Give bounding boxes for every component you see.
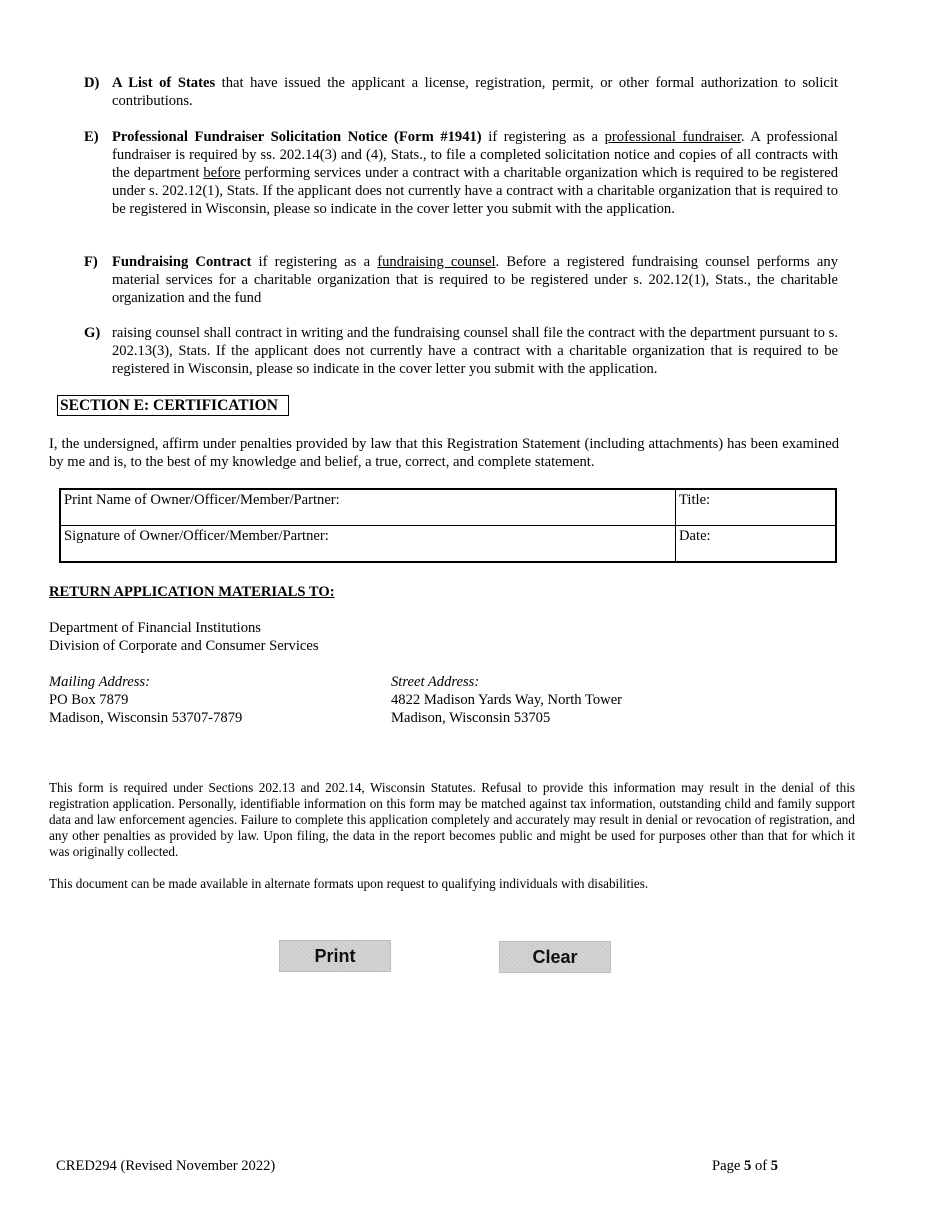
item-lead: Fundraising Contract (112, 254, 252, 270)
signature-field[interactable] (60, 526, 676, 563)
mailing-address-label: Mailing Address: (49, 674, 150, 690)
item-marker: F) (84, 254, 98, 270)
list-item-g (84, 324, 838, 378)
list-item-e (84, 128, 838, 218)
date-field[interactable] (676, 526, 837, 563)
page-number: Page 5 of 5 (712, 1158, 779, 1174)
list-item-f (84, 253, 838, 307)
title-label: Title: (679, 492, 711, 508)
term-professional-fundraiser: professional fundraiser (604, 129, 741, 145)
print-name-field[interactable] (60, 489, 676, 526)
item-text: Fundraising Contract if registering as a fundraising counsel. Before a registered fundraising counsel performs any material services for a charitable organization that is required to be registered under s. 202.12(1), Stats., the charitable organization and the fund (112, 254, 839, 306)
section-title: SECTION E: CERTIFICATION (57, 395, 289, 416)
mailing-address-line2: Madison, Wisconsin 53707-7879 (49, 710, 243, 726)
certification-statement: I, the undersigned, affirm under penalties provided by law that this Registration Statement (including attachments) has been examined by me and is, to the best of my knowledge and belief, a true, correct, and complete statement. (49, 436, 839, 470)
street-address-line1: 4822 Madison Yards Way, North Tower (391, 692, 623, 708)
item-text: Professional Fundraiser Solicitation Notice (Form #1941) if registering as a professional fundraiser. A professional fundraiser is required by ss. 202.14(3) and (4), Stats., to file a completed solicitation notice and copies of all contracts with the department before performing services under a contract with a charitable organization which is required to be registered under s. 202.12(1), Stats. If the applicant does not currently have a contract with a charitable organization that is required to be registered in Wisconsin, please so indicate in the cover letter you submit with the application. (112, 129, 838, 217)
list-item-d (84, 74, 838, 110)
title-field[interactable] (676, 489, 837, 526)
item-marker: D) (84, 75, 100, 91)
print-name-label: Print Name of Owner/Officer/Member/Partner: (64, 492, 340, 508)
item-lead: A List of States (112, 75, 216, 91)
department-name: Department of Financial Institutions (49, 620, 261, 636)
legal-notice: This form is required under Sections 202.13 and 202.14, Wisconsin Statutes. Refusal to provide this information may result in the denial of this registration application. Personally, identifiable information on this form may be matched against tax information, outstanding child and family support data and law enforcement agencies. Failure to complete this application completely and accurately may result in denial or revocation of registration, and any other penalties as provided by law. Upon filing, the data in the report becomes public and might be used for purposes other than that for which it was originally collected. (49, 780, 855, 859)
item-text: raising counsel shall contract in writing and the fundraising counsel shall file the contract with the department pursuant to s. 202.13(3), Stats. If the applicant does not currently have a contract with a charitable organization that is required to be registered in Wisconsin, please so indicate in the cover letter you submit with the application. (112, 325, 838, 377)
print-button[interactable]: Print (279, 940, 391, 972)
certification-form (59, 488, 837, 563)
item-marker: G) (84, 325, 101, 341)
street-address-label: Street Address: (391, 674, 480, 690)
date-label: Date: (679, 528, 711, 544)
mailing-address-line1: PO Box 7879 (49, 692, 129, 708)
form-id: CRED294 (Revised November 2022) (56, 1158, 276, 1174)
clear-button[interactable]: Clear (499, 941, 611, 973)
return-heading: RETURN APPLICATION MATERIALS TO: (49, 584, 335, 600)
item-marker: E) (84, 129, 99, 145)
signature-label: Signature of Owner/Officer/Member/Partner: (64, 528, 329, 544)
term-fundraising-counsel: fundraising counsel (377, 254, 496, 270)
item-lead: Professional Fundraiser Solicitation Notice (Form #1941) (112, 129, 482, 145)
item-text: A List of States that have issued the applicant a license, registration, permit, or other formal authorization to solicit contributions. (112, 75, 838, 109)
term-before: before (203, 165, 241, 181)
division-name: Division of Corporate and Consumer Services (49, 638, 319, 654)
accessibility-notice: This document can be made available in alternate formats upon request to qualifying individuals with disabilities. (49, 876, 649, 891)
street-address-line2: Madison, Wisconsin 53705 (391, 710, 551, 726)
